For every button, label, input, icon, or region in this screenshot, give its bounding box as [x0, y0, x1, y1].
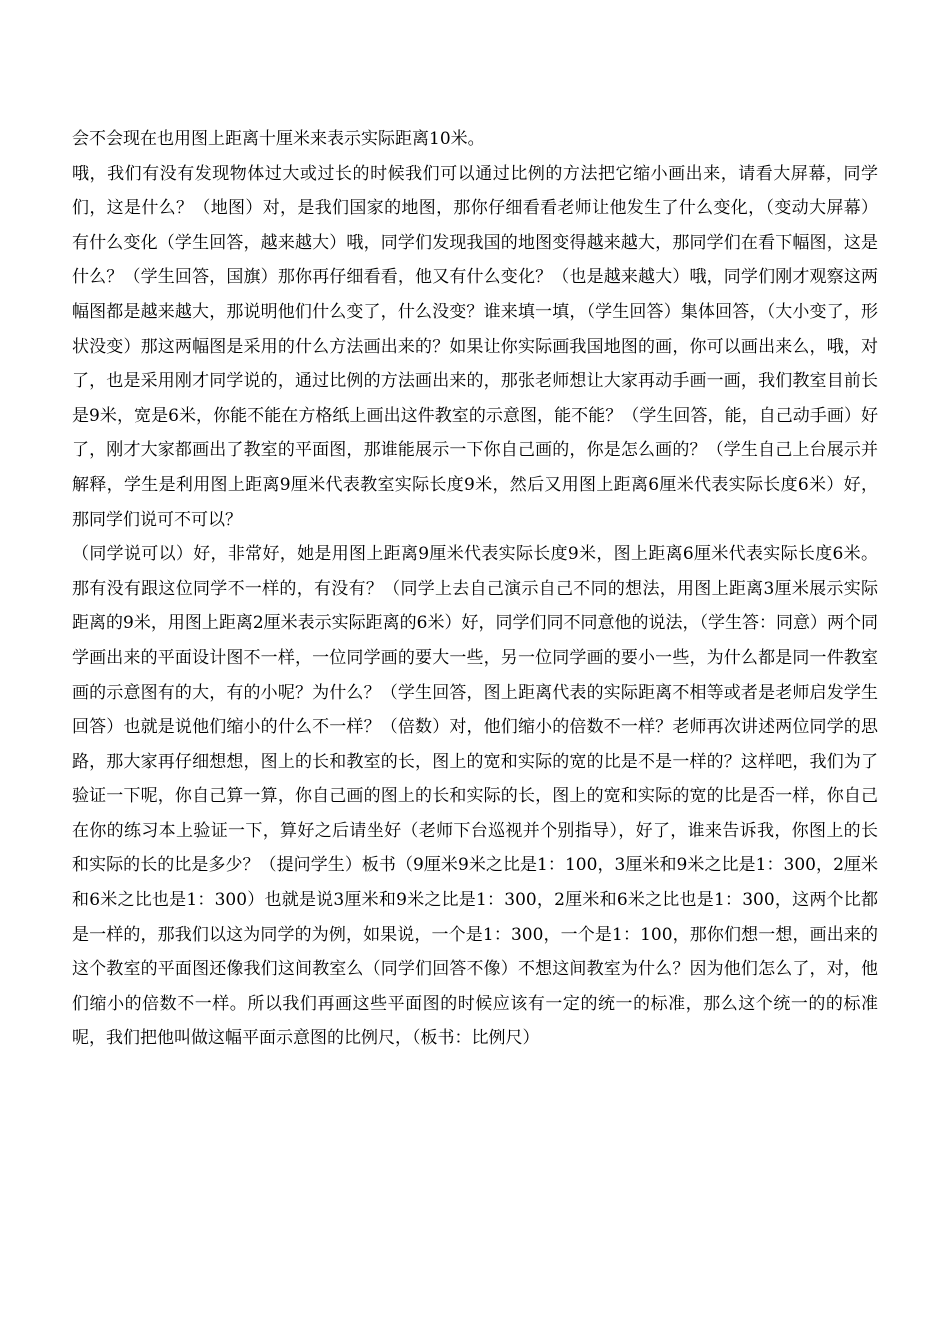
- paragraph-3: （同学说可以）好，非常好，她是用图上距离9厘米代表实际长度9米，图上距离6厘米代表实际长度6米。那有没有跟这位同学不一样的，有没有？（同学上去自己演示自己不同的想法，用图上距离3厘米展示实际距离的9米，用图上距离2厘米表示实际距离的6米）好，同学们同不同意他的说法，（学生答：同意）两个同学画出来的平面设计图不一样，一位同学画的要大一些，另一位同学画的要小一些，为什么都是同一件教室画的示意图有的大，有的小呢？为什么？（学生回答，图上距离代表的实际距离不相等或者是老师启发学生回答）也就是说他们缩小的什么不一样？（倍数）对，他们缩小的倍数不一样？老师再次讲述两位同学的思路，那大家再仔细想想，图上的长和教室的长，图上的宽和实际的宽的比是不是一样的？这样吧，我们为了验证一下呢，你自己算一算，你自己画的图上的长和实际的长，图上的宽和实际的宽的比是否一样，你自己在你的练习本上验证一下，算好之后请坐好（老师下台巡视并个别指导），好了，谁来告诉我，你图上的长和实际的长的比是多少？（提问学生）板书（9厘米9米之比是1：100，3厘米和9米之比是1：300，2厘米和6米之比也是1：300）也就是说3厘米和9米之比是1：300，2厘米和6米之比也是1：300，这两个比都是一样的，那我们以这为同学的为例，如果说，一个是1：300，一个是1：100，那你们想一想，画出来的这个教室的平面图还像我们这间教室么（同学们回答不像）不想这间教室为什么？因为他们怎么了，对，他们缩小的倍数不一样。所以我们再画这些平面图的时候应该有一定的统一的标准，那么这个统一的的标准呢，我们把他叫做这幅平面示意图的比例尺，（板书：比例尺）: [72, 544, 878, 1049]
- paragraph-1: 会不会现在也用图上距离十厘米来表示实际距离10米。: [72, 129, 485, 149]
- paragraph-2: 哦，我们有没有发现物体过大或过长的时候我们可以通过比例的方法把它缩小画出来，请看大屏幕，同学们，这是什么？（地图）对，是我们国家的地图，那你仔细看看老师让他发生了什么变化，（变动大屏幕）有什么变化（学生回答，越来越大）哦，同学们发现我国的地图变得越来越大，那同学们在看下幅图，这是什么？（学生回答，国旗）那你再仔细看看，他又有什么变化？（也是越来越大）哦，同学们刚才观察这两幅图都是越来越大，那说明他们什么变了，什么没变？谁来填一填，（学生回答）集体回答，（大小变了，形状没变）那这两幅图是采用的什么方法画出来的？如果让你实际画我国地图的画，你可以画出来么，哦，对了，也是采用刚才同学说的，通过比例的方法画出来的，那张老师想让大家再动手画一画，我们教室目前长是9米，宽是6米，你能不能在方格纸上画出这件教室的示意图，能不能？（学生回答，能，自己动手画）好了，刚才大家都画出了教室的平面图，那谁能展示一下你自己画的，你是怎么画的？（学生自己上台展示并解释，学生是利用图上距离9厘米代表教室实际长度9米，然后又用图上距离6厘米代表实际长度6米）好，那同学们说可不可以？: [72, 163, 878, 530]
- document-body: [72, 122, 878, 1056]
